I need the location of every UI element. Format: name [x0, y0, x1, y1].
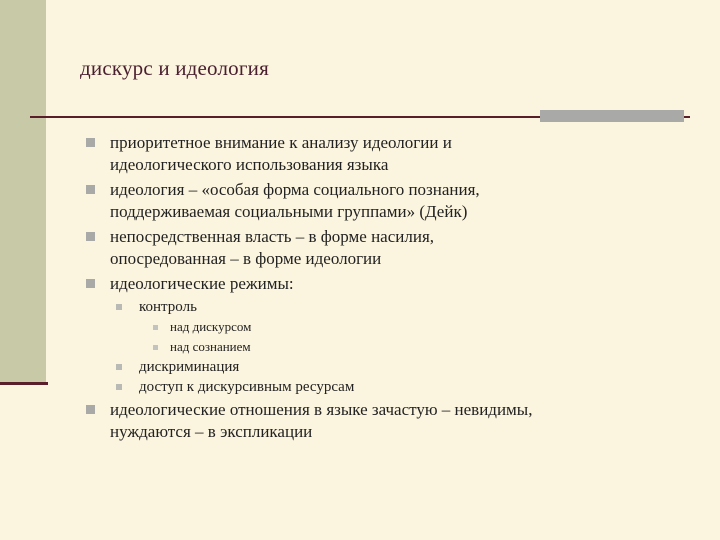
square-bullet-icon: [86, 279, 95, 288]
sub-bullet-item: [86, 357, 706, 377]
bullet-line: идеология – «особая форма социального познания,: [110, 180, 480, 199]
bullet-item: [86, 132, 706, 176]
bullet-line: опосредованная – в форме идеологии: [110, 249, 382, 268]
bullet-line: нуждаются – в экспликации: [110, 422, 313, 441]
sub-sub-bullet-text: над сознанием: [170, 339, 251, 354]
square-bullet-icon: [153, 325, 158, 330]
square-bullet-icon: [116, 364, 122, 370]
bullet-line: идеологические режимы:: [110, 274, 294, 293]
sub-bullet-item: [86, 377, 706, 397]
slide-title: дискурс и идеология: [80, 56, 269, 80]
square-bullet-icon: [86, 185, 95, 194]
bullet-item: [86, 273, 706, 295]
sub-bullet-text: контроль: [139, 299, 197, 315]
bullet-item: [86, 399, 706, 443]
sub-bullet-text: дискриминация: [139, 359, 240, 375]
sub-bullet-item: [86, 297, 706, 317]
sub-sub-bullet-text: над дискурсом: [170, 319, 252, 334]
sub-sub-bullet-item: [86, 337, 706, 357]
square-bullet-icon: [153, 345, 158, 350]
bullet-item: [86, 179, 706, 223]
square-bullet-icon: [86, 138, 95, 147]
square-bullet-icon: [116, 384, 122, 390]
sub-list: [86, 297, 706, 397]
slide-content: [86, 132, 706, 446]
sub-bullet-text: доступ к дискурсивным ресурсам: [139, 379, 355, 395]
bullet-line: идеологические отношения в языке зачастую – невидимы,: [110, 400, 533, 419]
bullet-line: поддерживаемая социальными группами» (Дейк): [110, 202, 468, 221]
bullet-item: [86, 226, 706, 270]
sub-sub-bullet-item: [86, 317, 706, 337]
bullet-line: непосредственная власть – в форме насилия,: [110, 227, 435, 246]
bullet-line: идеологического использования языка: [110, 155, 389, 174]
square-bullet-icon: [86, 232, 95, 241]
square-bullet-icon: [116, 304, 122, 310]
title-divider-accent: [540, 110, 684, 122]
square-bullet-icon: [86, 405, 95, 414]
left-decorative-band: [0, 0, 46, 382]
bullet-line: приоритетное внимание к анализу идеологии и: [110, 133, 452, 152]
left-band-underline: [0, 382, 48, 385]
